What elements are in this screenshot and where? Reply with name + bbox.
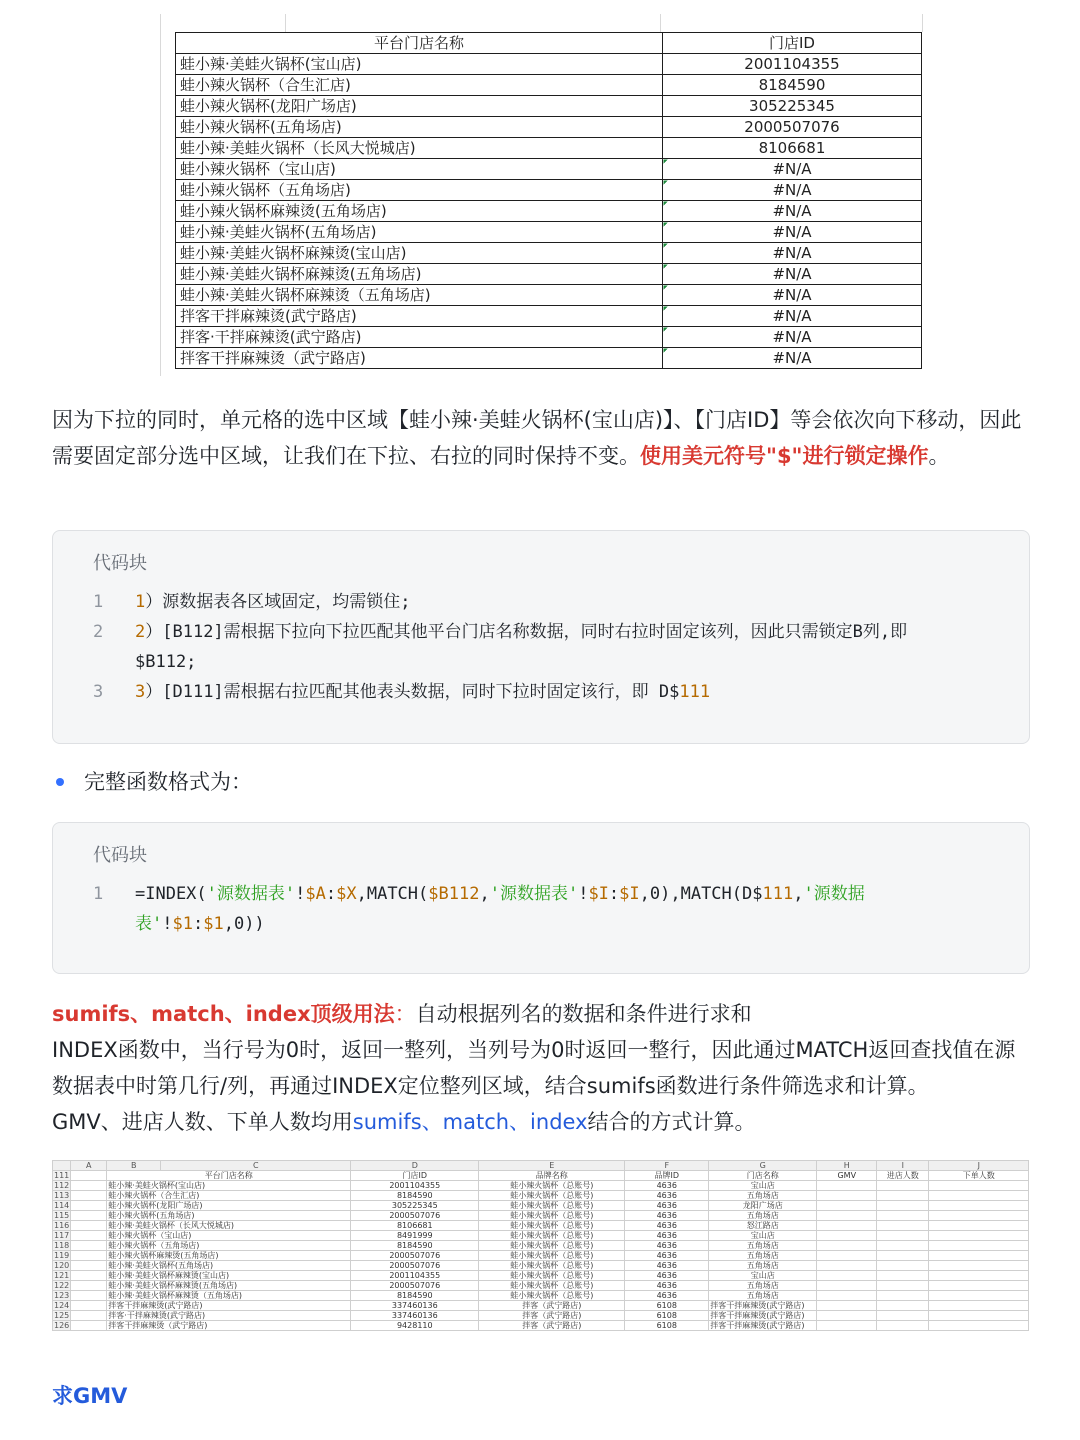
row-number: 111 <box>54 1171 70 1180</box>
cell <box>71 1271 107 1281</box>
cell: 2000507076 <box>351 1251 479 1261</box>
store-id-cell: #N/A <box>663 180 922 201</box>
store-name-cell: 拌客干拌麻辣烫(武宁路店) <box>176 306 663 327</box>
cell: 蛙小辣·美蛙火锅杯(五角场店) <box>107 1261 351 1271</box>
row-number: 116 <box>54 1221 70 1230</box>
formula-part: ! <box>162 914 173 934</box>
source-data-table <box>52 1160 1029 1331</box>
cell: 拌客（武宁路店) <box>479 1311 625 1321</box>
empty-cell <box>929 1311 1029 1321</box>
cell: 蛙小辣火锅杯（总账号) <box>479 1231 625 1241</box>
cell <box>71 1301 107 1311</box>
cell: 6108 <box>625 1311 709 1321</box>
code-number: 111 <box>679 682 711 702</box>
table-row <box>53 1201 1029 1211</box>
table-row <box>176 180 922 201</box>
cell: 蛙小辣火锅杯（总账号) <box>479 1201 625 1211</box>
empty-cell <box>929 1321 1029 1331</box>
column-letter-row <box>53 1161 1029 1171</box>
code-block-title: 代码块 <box>93 553 147 574</box>
usage-functions-highlight: sumifs、match、index <box>352 1110 588 1134</box>
empty-cell <box>817 1191 877 1201</box>
cell: 蛙小辣火锅杯（总账号) <box>479 1181 625 1191</box>
empty-cell <box>817 1321 877 1331</box>
cell: 蛙小辣·美蛙火锅杯(宝山店) <box>107 1181 351 1191</box>
store-id-cell: 2000507076 <box>663 117 922 138</box>
line-number: 2 <box>93 622 104 642</box>
header-store-name: 平台门店名称 <box>176 33 663 54</box>
row-number: 123 <box>54 1291 70 1300</box>
empty-cell <box>877 1201 929 1211</box>
empty-cell <box>817 1251 877 1261</box>
header-cell: 品牌ID <box>625 1171 709 1181</box>
column-letter[interactable]: A <box>71 1161 107 1171</box>
cell: 蛙小辣火锅杯（合生汇店) <box>107 1191 351 1201</box>
table-row <box>176 117 922 138</box>
empty-cell <box>929 1261 1029 1271</box>
code-block-title: 代码块 <box>93 845 147 866</box>
cell: 蛙小辣·美蛙火锅杯麻辣烫(宝山店) <box>107 1271 351 1281</box>
store-id-table <box>175 32 922 369</box>
cell: 五角场店 <box>709 1191 817 1201</box>
store-id-cell: #N/A <box>663 264 922 285</box>
row-number: 114 <box>54 1201 70 1210</box>
header-cell: GMV <box>817 1171 877 1181</box>
cell <box>71 1281 107 1291</box>
empty-cell <box>877 1261 929 1271</box>
table-row <box>53 1241 1029 1251</box>
formula-string: 表' <box>135 914 163 934</box>
store-name-cell: 蛙小辣·美蛙火锅杯麻辣烫(五角场店) <box>176 264 663 285</box>
empty-cell <box>877 1191 929 1201</box>
table-row <box>53 1251 1029 1261</box>
row-number: 120 <box>54 1261 70 1270</box>
formula-part: ,0),MATCH(D$ <box>639 884 763 904</box>
empty-cell <box>877 1221 929 1231</box>
empty-cell <box>817 1281 877 1291</box>
cell: 8491999 <box>351 1231 479 1241</box>
store-id-cell: 305225345 <box>663 96 922 117</box>
formula-ref: $1 <box>172 914 193 934</box>
empty-cell <box>817 1271 877 1281</box>
cell: 蛙小辣火锅杯(五角场店) <box>107 1211 351 1221</box>
empty-cell <box>929 1241 1029 1251</box>
table-row <box>53 1221 1029 1231</box>
row-number: 119 <box>54 1251 70 1260</box>
empty-cell <box>877 1321 929 1331</box>
empty-cell <box>817 1301 877 1311</box>
empty-cell <box>877 1311 929 1321</box>
header-cell: 平台门店名称 <box>107 1171 351 1181</box>
column-letter[interactable]: C <box>161 1161 351 1171</box>
empty-cell <box>817 1211 877 1221</box>
cell: 8184590 <box>351 1291 479 1301</box>
cell <box>71 1171 107 1181</box>
source-data-spreadsheet <box>52 1160 1030 1350</box>
empty-cell <box>877 1181 929 1191</box>
dollar-lock-highlight: 使用美元符号"$"进行锁定操作 <box>640 444 929 468</box>
cell: 305225345 <box>351 1201 479 1211</box>
formula-part: ! <box>578 884 589 904</box>
formula-ref: $A <box>305 884 326 904</box>
cell: 2001104355 <box>351 1271 479 1281</box>
cell: 4636 <box>625 1271 709 1281</box>
code-text-cont: $B112; <box>135 652 197 672</box>
empty-cell <box>929 1221 1029 1231</box>
empty-cell <box>929 1251 1029 1261</box>
cell: 2000507076 <box>351 1211 479 1221</box>
empty-cell <box>877 1271 929 1281</box>
cell: 蛙小辣火锅杯（宝山店) <box>107 1231 351 1241</box>
cell: 五角场店 <box>709 1241 817 1251</box>
cell: 9428110 <box>351 1321 479 1331</box>
bullet-text: 完整函数格式为： <box>84 770 252 794</box>
table-row <box>53 1191 1029 1201</box>
store-id-cell: #N/A <box>663 285 922 306</box>
empty-cell <box>817 1231 877 1241</box>
empty-cell <box>929 1301 1029 1311</box>
empty-cell <box>929 1211 1029 1221</box>
cell: 拌客干拌麻辣烫(武宁路店) <box>709 1321 817 1331</box>
store-id-cell: #N/A <box>663 243 922 264</box>
cell: 蛙小辣火锅杯（总账号) <box>479 1291 625 1301</box>
row-number: 125 <box>54 1311 70 1320</box>
table-row <box>53 1181 1029 1191</box>
row-number: 118 <box>54 1241 70 1250</box>
empty-cell <box>929 1231 1029 1241</box>
cell <box>71 1321 107 1331</box>
empty-cell <box>817 1201 877 1211</box>
store-name-cell: 蛙小辣火锅杯(龙阳广场店) <box>176 96 663 117</box>
cell: 拌客·干拌麻辣烫(武宁路店) <box>107 1311 351 1321</box>
formula-ref: $B112 <box>428 884 480 904</box>
table-row <box>176 222 922 243</box>
usage-text-3c: 结合的方式计算。 <box>587 1110 756 1134</box>
formula-ref: $I <box>619 884 640 904</box>
cell: 4636 <box>625 1291 709 1301</box>
store-name-cell: 蛙小辣·美蛙火锅杯麻辣烫(宝山店) <box>176 243 663 264</box>
usage-colon: ： <box>394 1002 416 1026</box>
cell: 拌客（武宁路店) <box>479 1321 625 1331</box>
cell <box>71 1191 107 1201</box>
row-number: 113 <box>54 1191 70 1200</box>
store-id-spreadsheet <box>160 14 940 376</box>
cell: 8106681 <box>351 1221 479 1231</box>
formula-string: '源数据 <box>803 884 865 904</box>
formula-part: , <box>479 884 490 904</box>
store-name-cell: 蛙小辣火锅杯（五角场店) <box>176 180 663 201</box>
cell <box>71 1211 107 1221</box>
usage-highlight: sumifs、match、index顶级用法 <box>52 1002 395 1026</box>
header-store-id: 门店ID <box>663 33 922 54</box>
formula-part: ! <box>295 884 306 904</box>
cell: 2000507076 <box>351 1261 479 1271</box>
store-id-cell: #N/A <box>663 201 922 222</box>
column-letter[interactable]: B <box>107 1161 161 1171</box>
empty-cell <box>877 1211 929 1221</box>
table-row <box>176 285 922 306</box>
header-cell: 进店人数 <box>877 1171 929 1181</box>
cell: 五角场店 <box>709 1281 817 1291</box>
cell: 蛙小辣·美蛙火锅杯麻辣烫(五角场店) <box>107 1281 351 1291</box>
store-name-cell: 蛙小辣火锅杯麻辣烫(五角场店) <box>176 201 663 222</box>
empty-cell <box>929 1291 1029 1301</box>
cell: 4636 <box>625 1241 709 1251</box>
formula-ref: $I <box>588 884 609 904</box>
code-block-lock-rules[interactable]: 代码块 1 1）源数据表各区域固定，均需锁住; 2 2）[B112]需根据下拉向下拉匹配其他平台门店名称数据，同时右拉时固定该列，因此只需锁定B列,即 $B112; 3 3）[D111]需根据右拉匹配其他表头数据，同时下拉时固定该行，即 D$111 <box>52 530 1030 744</box>
column-letter[interactable]: J <box>929 1161 1029 1171</box>
empty-cell <box>929 1281 1029 1291</box>
empty-cell <box>929 1181 1029 1191</box>
row-number: 112 <box>54 1181 70 1190</box>
cell: 蛙小辣火锅杯(龙阳广场店) <box>107 1201 351 1211</box>
empty-cell <box>877 1231 929 1241</box>
empty-cell <box>817 1221 877 1231</box>
column-letter[interactable]: E <box>479 1161 625 1171</box>
table-row <box>53 1281 1029 1291</box>
cell: 拌客干拌麻辣烫(武宁路店) <box>709 1311 817 1321</box>
cell <box>71 1181 107 1191</box>
cell: 蛙小辣火锅杯（总账号) <box>479 1271 625 1281</box>
cell: 五角场店 <box>709 1261 817 1271</box>
row-number: 124 <box>54 1301 70 1310</box>
empty-cell <box>877 1251 929 1261</box>
empty-cell <box>817 1311 877 1321</box>
store-name-cell: 蛙小辣火锅杯（合生汇店) <box>176 75 663 96</box>
cell: 蛙小辣火锅杯（总账号) <box>479 1241 625 1251</box>
empty-cell <box>877 1241 929 1251</box>
formula-ref: $1 <box>203 914 224 934</box>
cell: 蛙小辣·美蛙火锅杯（长风大悦城店) <box>107 1221 351 1231</box>
formula-part: ,0)) <box>223 914 265 934</box>
cell: 五角场店 <box>709 1291 817 1301</box>
table-row <box>53 1271 1029 1281</box>
empty-cell <box>877 1301 929 1311</box>
cell: 蛙小辣·美蛙火锅杯麻辣烫（五角场店) <box>107 1291 351 1301</box>
empty-cell <box>929 1191 1029 1201</box>
cell: 蛙小辣火锅杯麻辣烫(五角场店) <box>107 1251 351 1261</box>
line-number: 1 <box>93 884 104 904</box>
cell: 拌客干拌麻辣烫(武宁路店) <box>107 1301 351 1311</box>
cell: 拌客干拌麻辣烫（武宁路店) <box>107 1321 351 1331</box>
store-name-cell: 拌客·干拌麻辣烫(武宁路店) <box>176 327 663 348</box>
store-name-cell: 拌客干拌麻辣烫（武宁路店) <box>176 348 663 369</box>
cell <box>71 1251 107 1261</box>
cell: 6108 <box>625 1301 709 1311</box>
empty-cell <box>817 1241 877 1251</box>
cell: 宝山店 <box>709 1271 817 1281</box>
table-row <box>176 201 922 222</box>
row-number: 121 <box>54 1271 70 1280</box>
cell: 蛙小辣火锅杯（总账号) <box>479 1281 625 1291</box>
formula-string: '源数据表' <box>489 884 579 904</box>
column-letter[interactable]: G <box>709 1161 817 1171</box>
store-name-cell: 蛙小辣·美蛙火锅杯(宝山店) <box>176 54 663 75</box>
store-id-cell: #N/A <box>663 348 922 369</box>
column-letter[interactable]: F <box>625 1161 709 1171</box>
formula-part: : <box>325 884 337 904</box>
column-letter[interactable]: I <box>877 1161 929 1171</box>
table-row <box>53 1311 1029 1321</box>
store-id-cell: #N/A <box>663 159 922 180</box>
cell <box>71 1261 107 1271</box>
formula-part: =INDEX( <box>135 884 207 904</box>
usage-paragraph <box>52 996 1032 1140</box>
empty-cell <box>817 1291 877 1301</box>
header-cell: 门店ID <box>351 1171 479 1181</box>
cell: 蛙小辣火锅杯（总账号) <box>479 1251 625 1261</box>
explanation-text: 因为下拉的同时，单元格的选中区域【蛙小辣·美蛙火锅杯(宝山店)】、【门店ID】等会依次向下移动，因此需要固定部分选中区域，让我们在下拉、右拉的同时保持不变。 <box>52 408 1022 468</box>
cell: 蛙小辣火锅杯（总账号) <box>479 1211 625 1221</box>
table-row <box>176 159 922 180</box>
column-letter[interactable]: D <box>351 1161 479 1171</box>
cell: 蛙小辣火锅杯（总账号) <box>479 1191 625 1201</box>
table-row <box>176 75 922 96</box>
explanation-end: 。 <box>928 444 950 468</box>
cell <box>71 1311 107 1321</box>
cell: 五角场店 <box>709 1251 817 1261</box>
cell: 4636 <box>625 1211 709 1221</box>
store-id-cell: 8106681 <box>663 138 922 159</box>
store-name-cell: 蛙小辣·美蛙火锅杯（长风大悦城店) <box>176 138 663 159</box>
empty-cell <box>877 1291 929 1301</box>
store-name-cell: 蛙小辣·美蛙火锅杯(五角场店) <box>176 222 663 243</box>
cell: 怒江路店 <box>709 1221 817 1231</box>
table-row <box>176 327 922 348</box>
bullet-icon <box>56 778 64 786</box>
table-row <box>176 348 922 369</box>
cell: 宝山店 <box>709 1231 817 1241</box>
formula-string: '源数据表' <box>206 884 296 904</box>
formula-ref: $X <box>336 884 357 904</box>
header-cell: 门店名称 <box>709 1171 817 1181</box>
cell: 2000507076 <box>351 1281 479 1291</box>
empty-cell <box>877 1281 929 1291</box>
store-id-cell: 8184590 <box>663 75 922 96</box>
cell: 4636 <box>625 1191 709 1201</box>
cell: 五角场店 <box>709 1211 817 1221</box>
explanation-paragraph <box>52 402 1032 474</box>
cell <box>71 1221 107 1231</box>
cell: 4636 <box>625 1231 709 1241</box>
store-name-cell: 蛙小辣火锅杯(五角场店) <box>176 117 663 138</box>
row-number: 122 <box>54 1281 70 1290</box>
cell <box>71 1201 107 1211</box>
cell: 龙阳广场店 <box>709 1201 817 1211</box>
table-header-row <box>53 1171 1029 1181</box>
cell: 337460136 <box>351 1311 479 1321</box>
cell: 8184590 <box>351 1191 479 1201</box>
store-name-cell: 蛙小辣火锅杯（宝山店) <box>176 159 663 180</box>
usage-text-1: 自动根据列名的数据和条件进行求和 <box>415 1002 752 1026</box>
cell: 拌客（武宁路店) <box>479 1301 625 1311</box>
table-header-row <box>176 33 922 54</box>
cell: 4636 <box>625 1261 709 1271</box>
cell: 8184590 <box>351 1241 479 1251</box>
cell: 4636 <box>625 1251 709 1261</box>
cell: 2001104355 <box>351 1181 479 1191</box>
table-row <box>176 138 922 159</box>
table-row <box>53 1261 1029 1271</box>
section-heading-gmv: 求GMV <box>52 1384 128 1408</box>
empty-cell <box>929 1201 1029 1211</box>
cell: 蛙小辣火锅杯（总账号) <box>479 1221 625 1231</box>
table-row <box>53 1211 1029 1221</box>
table-row <box>53 1321 1029 1331</box>
cell: 拌客干拌麻辣烫(武宁路店) <box>709 1301 817 1311</box>
cell: 4636 <box>625 1201 709 1211</box>
table-row <box>53 1231 1029 1241</box>
cell: 蛙小辣火锅杯（五角场店) <box>107 1241 351 1251</box>
formula-part: ,MATCH( <box>356 884 429 904</box>
header-cell: 品牌名称 <box>479 1171 625 1181</box>
cell: 337460136 <box>351 1301 479 1311</box>
row-number: 115 <box>54 1211 70 1220</box>
row-number: 126 <box>54 1321 70 1330</box>
line-number: 3 <box>93 682 104 702</box>
store-id-cell: 2001104355 <box>663 54 922 75</box>
code-block-formula[interactable] <box>52 822 1030 974</box>
empty-cell <box>929 1271 1029 1281</box>
cell <box>71 1291 107 1301</box>
corner-cell <box>53 1161 71 1171</box>
store-name-cell: 蛙小辣·美蛙火锅杯麻辣烫（五角场店) <box>176 285 663 306</box>
row-number: 117 <box>54 1231 70 1240</box>
formula-part: : <box>608 884 620 904</box>
cell: 4636 <box>625 1181 709 1191</box>
cell: 蛙小辣火锅杯（总账号) <box>479 1261 625 1271</box>
table-row <box>176 264 922 285</box>
header-cell: 下单人数 <box>929 1171 1029 1181</box>
cell: 6108 <box>625 1321 709 1331</box>
table-row <box>53 1301 1029 1311</box>
line-number: 1 <box>93 592 104 612</box>
store-id-cell: #N/A <box>663 222 922 243</box>
table-row <box>53 1291 1029 1301</box>
store-id-cell: #N/A <box>663 306 922 327</box>
cell <box>71 1231 107 1241</box>
usage-text-3a: GMV、进店人数、下单人数均用 <box>52 1110 353 1134</box>
cell <box>71 1241 107 1251</box>
column-letter[interactable]: H <box>817 1161 877 1171</box>
cell: 宝山店 <box>709 1181 817 1191</box>
formula-part: : <box>192 914 204 934</box>
table-row <box>176 54 922 75</box>
formula-part: , <box>793 884 804 904</box>
usage-text-2: INDEX函数中，当行号为0时，返回一整列，当列号为0时返回一整行，因此通过MATCH返回查找值在源数据表中时第几行/列，再通过INDEX定位整列区域，结合sumifs函数进行条件筛选求和计算。 <box>52 1038 1016 1098</box>
empty-cell <box>817 1261 877 1271</box>
table-row <box>176 306 922 327</box>
cell: 4636 <box>625 1281 709 1291</box>
table-row <box>176 96 922 117</box>
table-row <box>176 243 922 264</box>
store-id-cell: #N/A <box>663 327 922 348</box>
empty-cell <box>817 1181 877 1191</box>
cell: 4636 <box>625 1221 709 1231</box>
formula-ref: 111 <box>762 884 794 904</box>
